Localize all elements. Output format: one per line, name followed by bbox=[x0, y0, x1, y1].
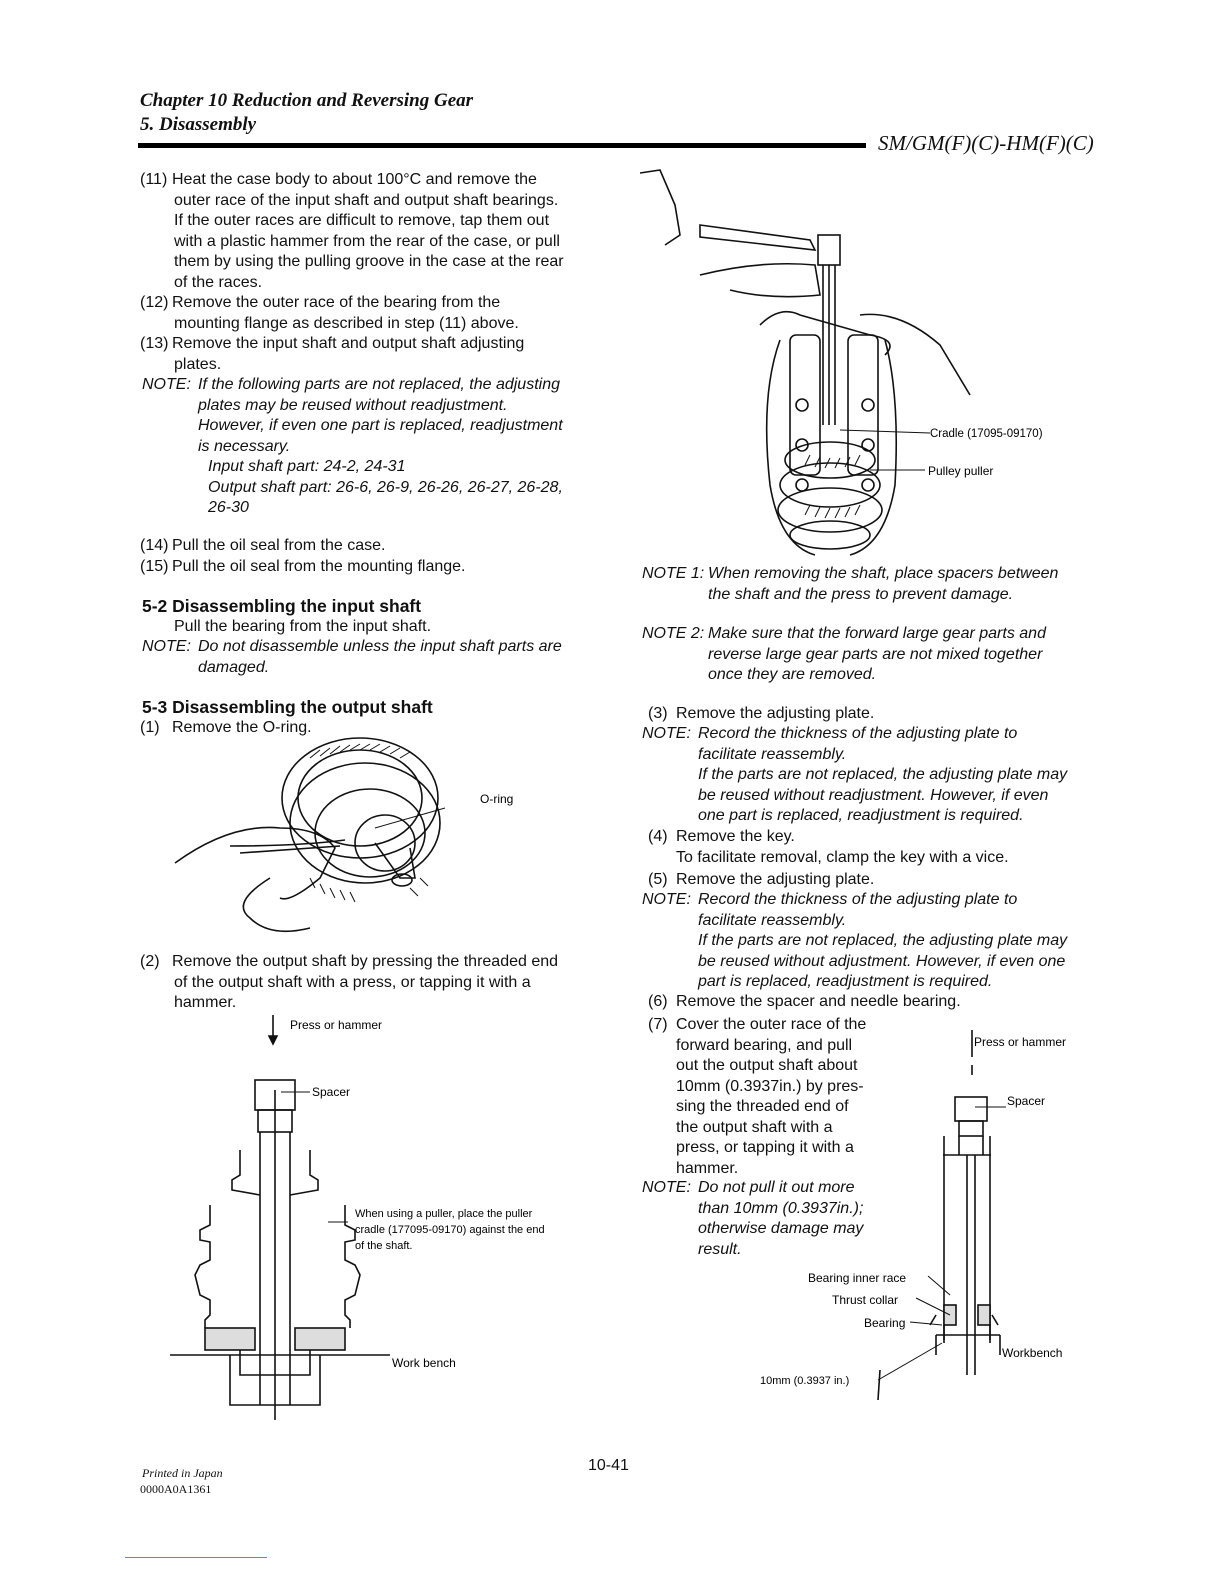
work-bench-label: Work bench bbox=[392, 1356, 456, 1370]
step-12: (12) Remove the outer race of the bearing from the mounting flange as described in step (11) above. bbox=[140, 294, 519, 332]
section-5-2-title: 5-2 Disassembling the input shaft bbox=[142, 596, 422, 616]
step-4: (4) Remove the key. To facilitate removal, clamp the key with a vice. bbox=[648, 828, 1009, 866]
puller-note-2: cradle (177095-09170) against the end bbox=[355, 1224, 545, 1236]
step-14: (14) Pull the oil seal from the case. bbox=[140, 537, 386, 554]
note-5-pull-limit: NOTE: Do not pull it out more than 10mm (0.3937in.); otherwise damage may result. bbox=[642, 1179, 864, 1258]
chapter-title: Chapter 10 Reduction and Reversing Gear bbox=[140, 90, 474, 111]
note-input-shaft: NOTE: Do not disassemble unless the input shaft parts are damaged. bbox=[142, 638, 562, 676]
oring-illustration bbox=[170, 728, 550, 948]
workbench-label: Workbench bbox=[1002, 1346, 1063, 1360]
puller-note-3: of the shaft. bbox=[355, 1240, 413, 1252]
section-title: 5. Disassembly bbox=[140, 114, 257, 135]
oring-label: O-ring bbox=[480, 792, 514, 806]
spacer-label-2: Spacer bbox=[1007, 1094, 1046, 1108]
step-13: (13) Remove the input shaft and output shaft adjusting plates. bbox=[140, 335, 525, 373]
pulley-puller-label: Pulley puller bbox=[928, 464, 994, 478]
step-15: (15) Pull the oil seal from the mounting flange. bbox=[140, 558, 466, 575]
thrust-collar-label: Thrust collar bbox=[832, 1293, 899, 1307]
step-6: (6) Remove the spacer and needle bearing. bbox=[648, 993, 961, 1010]
press-label: Press or hammer bbox=[290, 1018, 383, 1032]
bearing-inner-race-label: Bearing inner race bbox=[808, 1271, 907, 1285]
note-4-thickness: NOTE: Record the thickness of the adjusting plate to facilitate reassembly. If the parts are not replaced, the adjusting plate may be reused without adjustment. However, if even one part is replaced, readjustment is required. bbox=[642, 891, 1068, 990]
model-label: SM/GM(F)(C)-HM(F)(C) bbox=[878, 131, 1094, 155]
puller-illustration bbox=[640, 165, 1110, 560]
section-5-3-title: 5-3 Disassembling the output shaft bbox=[142, 697, 433, 717]
section-5-2-text: Pull the bearing from the input shaft. bbox=[174, 618, 432, 635]
note-1-spacers: NOTE 1: When removing the shaft, place spacers between the shaft and the press to prevent damage. bbox=[642, 565, 1059, 603]
page-number: 10-41 bbox=[588, 1457, 629, 1474]
step-11: (11) Heat the case body to about 100°C and remove the outer race of the input shaft and output shaft bearings. If the outer races are difficult to remove, tap them out with a plastic hammer from the rear of the case, or pull them by using the pulling groove in the case at the rear of the races. bbox=[140, 171, 564, 291]
document-code: 0000A0A1361 bbox=[140, 1482, 212, 1496]
step-5: (5) Remove the adjusting plate. bbox=[648, 871, 875, 888]
note-2-gears: NOTE 2: Make sure that the forward large gear parts and reverse large gear parts are not mixed together once they are removed. bbox=[642, 625, 1046, 683]
step-1-oring: (1) Remove the O-ring. bbox=[140, 719, 312, 736]
step-2: (2) Remove the output shaft by pressing the threaded end of the output shaft with a press, or tapping it with a hammer. bbox=[140, 953, 559, 1011]
cradle-label: Cradle (17095-09170) bbox=[930, 428, 1043, 440]
note-3-thickness: NOTE: Record the thickness of the adjusting plate to facilitate reassembly. If the parts are not replaced, the adjusting plate may be reused without readjustment. However, if even one part is replaced, readjustment is required. bbox=[642, 725, 1068, 824]
header-rule bbox=[138, 143, 866, 148]
spacer-label: Spacer bbox=[312, 1085, 351, 1099]
press-label-2: Press or hammer bbox=[974, 1035, 1067, 1049]
bearing-label: Bearing bbox=[864, 1316, 906, 1330]
printed-in-japan: Printed in Japan bbox=[142, 1466, 223, 1480]
press-shaft-figure bbox=[170, 1010, 600, 1420]
puller-note-1: When using a puller, place the puller bbox=[355, 1208, 533, 1220]
pull-out-shaft-figure bbox=[760, 1025, 1100, 1410]
footer-rule bbox=[125, 1557, 267, 1558]
pull-distance-label: 10mm (0.3937 in.) bbox=[760, 1375, 850, 1387]
note-parts: NOTE: If the following parts are not replaced, the adjusting plates may be reused without readjustment. However, if even one part is replaced, readjustment is necessary. Input shaft part: 24-2, 24-31 Output shaft part: 26-6, 26-9, 26-26, 26-27, 26-28, 26-30 bbox=[142, 376, 563, 516]
step-7: (7) Cover the outer race of the forward bearing, and pull out the output shaft about 10mm (0.3937in.) by pres- sing the threaded end of the output shaft with a press, or tapping it with a hammer. bbox=[648, 1016, 867, 1177]
step-3: (3) Remove the adjusting plate. bbox=[648, 705, 875, 722]
